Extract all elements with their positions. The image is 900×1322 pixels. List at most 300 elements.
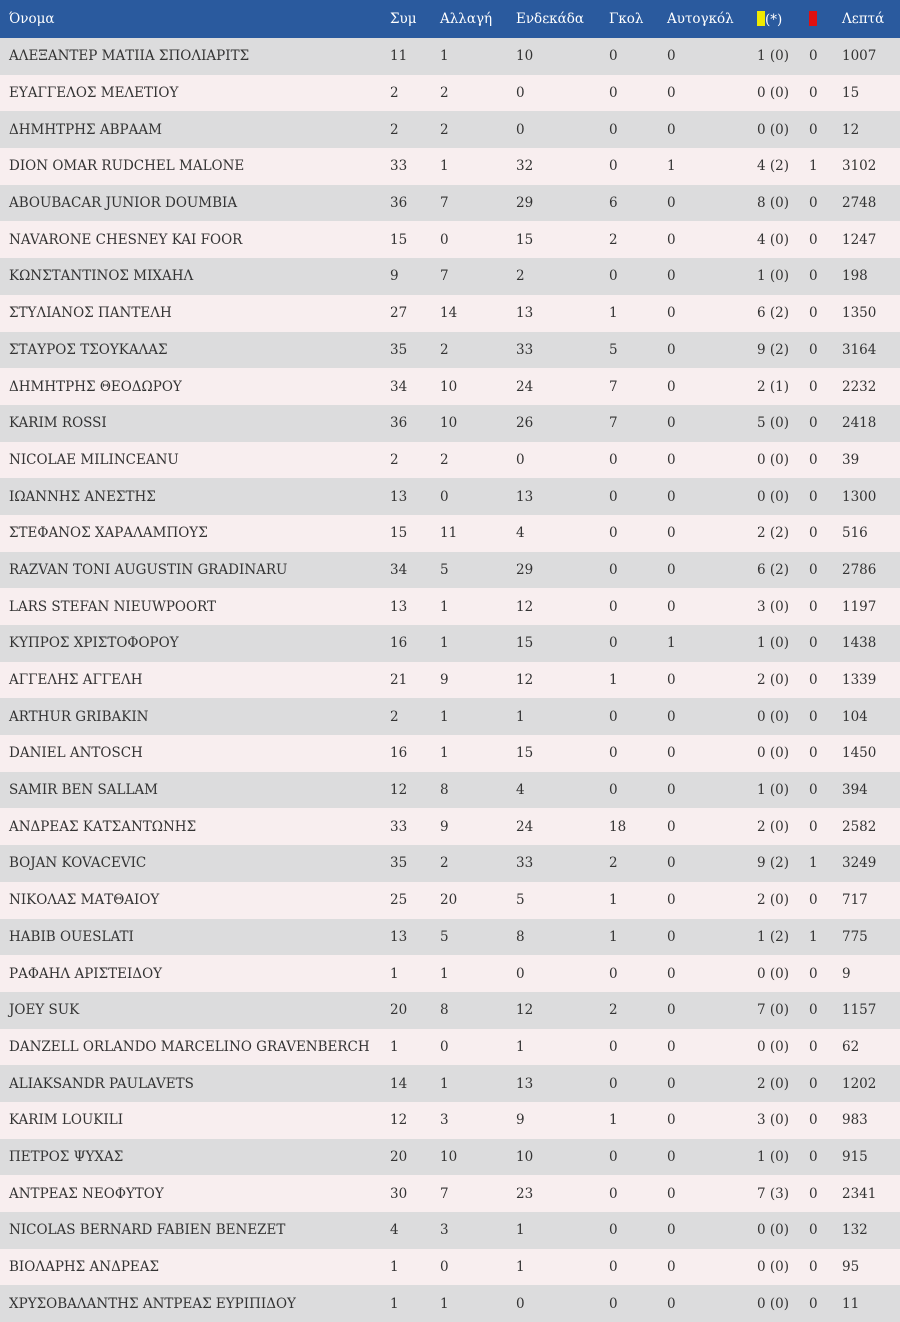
substitutions-cell: 2 <box>440 341 449 358</box>
own-goals-cell: 0 <box>667 1259 676 1276</box>
player-name-cell[interactable]: ΠΕΤΡΟΣ ΨΥΧΑΣ <box>9 1148 124 1165</box>
minutes-cell: 12 <box>842 121 860 138</box>
starts-cell: 24 <box>516 378 534 395</box>
player-name-cell[interactable]: KARIM ROSSI <box>9 415 107 432</box>
header-red-cards[interactable] <box>809 0 842 38</box>
substitutions-cell: 0 <box>440 1038 449 1055</box>
header-name[interactable]: Όνομα <box>9 11 55 27</box>
player-name-cell[interactable]: ΔΗΜΗΤΡΗΣ ΘΕΟΔΩΡΟΥ <box>9 378 182 395</box>
own-goals-cell: 0 <box>667 561 676 578</box>
appearances-cell: 25 <box>390 892 408 909</box>
minutes-cell: 2748 <box>842 195 877 212</box>
own-goals-cell: 0 <box>667 855 676 872</box>
appearances-cell: 4 <box>390 1222 399 1239</box>
minutes-cell: 1300 <box>842 488 877 505</box>
substitutions-cell: 20 <box>440 892 458 909</box>
appearances-cell: 12 <box>390 1112 408 1129</box>
player-name-cell[interactable]: ABOUBACAR JUNIOR DOUMBIA <box>9 195 238 212</box>
table-row <box>0 808 900 845</box>
red-cards-cell: 0 <box>809 488 818 505</box>
player-name-cell[interactable]: HABIB OUESLATI <box>9 928 134 945</box>
substitutions-cell: 3 <box>440 1222 449 1239</box>
player-name-cell[interactable]: BOJAN KOVACEVIC <box>9 855 147 872</box>
appearances-cell: 13 <box>390 598 408 615</box>
goals-cell: 1 <box>609 672 618 689</box>
player-name-cell[interactable]: ΑΓΓΕΛΗΣ ΑΓΓΕΛΗ <box>9 672 143 689</box>
table-row <box>0 368 900 405</box>
substitutions-cell: 9 <box>440 672 449 689</box>
starts-cell: 24 <box>516 818 534 835</box>
substitutions-cell: 8 <box>440 1002 449 1019</box>
red-cards-cell: 0 <box>809 818 818 835</box>
appearances-cell: 9 <box>390 268 399 285</box>
starts-cell: 13 <box>516 1075 534 1092</box>
red-cards-cell: 0 <box>809 1038 818 1055</box>
appearances-cell: 13 <box>390 488 408 505</box>
table-row <box>0 1175 900 1212</box>
starts-cell: 0 <box>516 1295 525 1312</box>
header-own-goals[interactable]: Αυτογκόλ <box>667 11 734 27</box>
own-goals-cell: 0 <box>667 341 676 358</box>
player-name-cell[interactable]: ΒΙΟΛΑΡΗΣ ΑΝΔΡΕΑΣ <box>9 1259 160 1276</box>
own-goals-cell: 0 <box>667 598 676 615</box>
minutes-cell: 1450 <box>842 745 877 762</box>
header-goals[interactable]: Γκολ <box>609 11 644 27</box>
own-goals-cell: 0 <box>667 928 676 945</box>
table-row <box>0 1102 900 1139</box>
starts-cell: 0 <box>516 121 525 138</box>
substitutions-cell: 7 <box>440 268 449 285</box>
goals-cell: 1 <box>609 928 618 945</box>
red-cards-cell: 0 <box>809 1295 818 1312</box>
substitutions-cell: 1 <box>440 158 449 175</box>
starts-cell: 33 <box>516 855 534 872</box>
substitutions-cell: 2 <box>440 121 449 138</box>
appearances-cell: 20 <box>390 1002 408 1019</box>
substitutions-cell: 10 <box>440 378 458 395</box>
header-apps[interactable]: Συμ <box>390 11 417 27</box>
player-name-cell[interactable]: SAMIR BEN SALLAM <box>9 782 158 799</box>
red-cards-cell: 0 <box>809 1002 818 1019</box>
appearances-cell: 36 <box>390 195 408 212</box>
substitutions-cell: 1 <box>440 635 449 652</box>
starts-cell: 1 <box>516 1259 525 1276</box>
player-name-cell[interactable]: ΣΤΕΦΑΝΟΣ ΧΑΡΑΛΑΜΠΟΥΣ <box>9 525 208 542</box>
player-name-cell[interactable]: ALIAKSANDR PAULAVETS <box>9 1075 194 1092</box>
player-name-cell[interactable]: ΧΡΥΣΟΒΑΛΑΝΤΗΣ ΑΝΤΡΕΑΣ ΕΥΡΙΠΙΔΟΥ <box>9 1295 296 1312</box>
appearances-cell: 2 <box>390 121 399 138</box>
goals-cell: 18 <box>609 818 627 835</box>
appearances-cell: 15 <box>390 231 408 248</box>
red-cards-cell: 0 <box>809 85 818 102</box>
table-row <box>0 662 900 699</box>
yellow-cards-cell: 6 (2) <box>757 561 790 578</box>
own-goals-cell: 0 <box>667 451 676 468</box>
goals-cell: 0 <box>609 488 618 505</box>
starts-cell: 33 <box>516 341 534 358</box>
yellow-cards-cell: 7 (0) <box>757 1002 790 1019</box>
appearances-cell: 35 <box>390 855 408 872</box>
player-name-cell[interactable]: ΙΩΑΝΝΗΣ ΑΝΕΣΤΗΣ <box>9 488 156 505</box>
starts-cell: 15 <box>516 635 534 652</box>
goals-cell: 0 <box>609 708 618 725</box>
yellow-cards-cell: 0 (0) <box>757 121 790 138</box>
substitutions-cell: 1 <box>440 48 449 65</box>
appearances-cell: 35 <box>390 341 408 358</box>
substitutions-cell: 0 <box>440 231 449 248</box>
goals-cell: 0 <box>609 451 618 468</box>
red-cards-cell: 0 <box>809 525 818 542</box>
own-goals-cell: 0 <box>667 1295 676 1312</box>
red-cards-cell: 0 <box>809 341 818 358</box>
minutes-cell: 95 <box>842 1259 860 1276</box>
minutes-cell: 132 <box>842 1222 868 1239</box>
substitutions-cell: 1 <box>440 1295 449 1312</box>
player-name-cell[interactable]: ΕΥΑΓΓΕΛΟΣ ΜΕΛΕΤΙΟΥ <box>9 85 179 102</box>
table-row <box>0 1285 900 1322</box>
starts-cell: 1 <box>516 708 525 725</box>
appearances-cell: 20 <box>390 1148 408 1165</box>
own-goals-cell: 0 <box>667 1148 676 1165</box>
substitutions-cell: 2 <box>440 451 449 468</box>
player-name-cell[interactable]: NICOLAE MILINCEANU <box>9 451 179 468</box>
table-row <box>0 295 900 332</box>
own-goals-cell: 0 <box>667 305 676 322</box>
red-cards-cell: 0 <box>809 892 818 909</box>
own-goals-cell: 0 <box>667 1038 676 1055</box>
goals-cell: 0 <box>609 1259 618 1276</box>
minutes-cell: 2232 <box>842 378 877 395</box>
own-goals-cell: 0 <box>667 1222 676 1239</box>
player-name-cell[interactable]: ΡΑΦΑΗΛ ΑΡΙΣΤΕΙΔΟΥ <box>9 965 163 982</box>
minutes-cell: 1007 <box>842 48 877 65</box>
goals-cell: 0 <box>609 121 618 138</box>
minutes-cell: 1438 <box>842 635 877 652</box>
appearances-cell: 15 <box>390 525 408 542</box>
starts-cell: 0 <box>516 451 525 468</box>
yellow-cards-cell: 0 (0) <box>757 488 790 505</box>
red-cards-cell: 1 <box>809 158 818 175</box>
goals-cell: 6 <box>609 195 618 212</box>
player-name-cell[interactable]: DION OMAR RUDCHEL MALONE <box>9 158 245 175</box>
goals-cell: 0 <box>609 1185 618 1202</box>
player-name-cell[interactable]: ΚΥΠΡΟΣ ΧΡΙΣΤΟΦΟΡΟΥ <box>9 635 179 652</box>
player-name-cell[interactable]: ΑΛΕΞΑΝΤΕΡ ΜΑΤΙΙΑ ΣΠΟΛΙΑΡΙΤΣ <box>9 48 250 65</box>
starts-cell: 32 <box>516 158 534 175</box>
yellow-cards-cell: 2 (0) <box>757 818 790 835</box>
red-cards-cell: 0 <box>809 782 818 799</box>
appearances-cell: 1 <box>390 1259 399 1276</box>
starts-cell: 10 <box>516 1148 534 1165</box>
own-goals-cell: 0 <box>667 525 676 542</box>
goals-cell: 1 <box>609 1112 618 1129</box>
substitutions-cell: 14 <box>440 305 458 322</box>
own-goals-cell: 0 <box>667 1002 676 1019</box>
table-row <box>0 955 900 992</box>
yellow-cards-cell: 1 (2) <box>757 928 790 945</box>
starts-cell: 26 <box>516 415 534 432</box>
minutes-cell: 983 <box>842 1112 868 1129</box>
own-goals-cell: 0 <box>667 1075 676 1092</box>
table-row <box>0 75 900 112</box>
header-minutes[interactable]: Λεπτά <box>842 11 885 27</box>
substitutions-cell: 3 <box>440 1112 449 1129</box>
goals-cell: 0 <box>609 1295 618 1312</box>
appearances-cell: 16 <box>390 635 408 652</box>
substitutions-cell: 1 <box>440 745 449 762</box>
red-cards-cell: 0 <box>809 635 818 652</box>
starts-cell: 15 <box>516 745 534 762</box>
yellow-cards-cell: 7 (3) <box>757 1185 790 1202</box>
own-goals-cell: 0 <box>667 268 676 285</box>
red-card-icon <box>809 11 817 26</box>
yellow-cards-cell: 2 (0) <box>757 672 790 689</box>
own-goals-cell: 0 <box>667 708 676 725</box>
substitutions-cell: 0 <box>440 488 449 505</box>
yellow-cards-cell: 0 (0) <box>757 745 790 762</box>
appearances-cell: 11 <box>390 48 408 65</box>
table-row <box>0 919 900 956</box>
yellow-cards-cell: 1 (0) <box>757 268 790 285</box>
minutes-cell: 1157 <box>842 1002 877 1019</box>
goals-cell: 5 <box>609 341 618 358</box>
yellow-cards-cell: 3 (0) <box>757 1112 790 1129</box>
table-row <box>0 735 900 772</box>
red-cards-cell: 0 <box>809 708 818 725</box>
own-goals-cell: 0 <box>667 415 676 432</box>
goals-cell: 0 <box>609 1148 618 1165</box>
player-name-cell[interactable]: ΑΝΤΡΕΑΣ ΝΕΟΦΥΤΟΥ <box>9 1185 164 1202</box>
appearances-cell: 30 <box>390 1185 408 1202</box>
goals-cell: 0 <box>609 1075 618 1092</box>
goals-cell: 0 <box>609 782 618 799</box>
substitutions-cell: 1 <box>440 598 449 615</box>
minutes-cell: 915 <box>842 1148 868 1165</box>
goals-cell: 1 <box>609 892 618 909</box>
table-row <box>0 1139 900 1176</box>
appearances-cell: 36 <box>390 415 408 432</box>
starts-cell: 29 <box>516 561 534 578</box>
table-row <box>0 38 900 75</box>
minutes-cell: 1350 <box>842 305 877 322</box>
goals-cell: 0 <box>609 85 618 102</box>
appearances-cell: 34 <box>390 561 408 578</box>
substitutions-cell: 1 <box>440 708 449 725</box>
minutes-cell: 2418 <box>842 415 877 432</box>
minutes-cell: 9 <box>842 965 851 982</box>
yellow-cards-cell: 0 (0) <box>757 1038 790 1055</box>
minutes-cell: 104 <box>842 708 868 725</box>
own-goals-cell: 0 <box>667 745 676 762</box>
own-goals-cell: 0 <box>667 231 676 248</box>
own-goals-cell: 0 <box>667 121 676 138</box>
yellow-cards-cell: 2 (0) <box>757 892 790 909</box>
table-row <box>0 442 900 479</box>
table-row <box>0 1249 900 1286</box>
table-row <box>0 332 900 369</box>
red-cards-cell: 0 <box>809 1148 818 1165</box>
table-row <box>0 111 900 148</box>
header-starts[interactable]: Ενδεκάδα <box>516 11 584 27</box>
appearances-cell: 13 <box>390 928 408 945</box>
table-row <box>0 698 900 735</box>
minutes-cell: 3249 <box>842 855 877 872</box>
player-name-cell[interactable]: ΝΙΚΟΛΑΣ ΜΑΤΘΑΙΟΥ <box>9 892 160 909</box>
appearances-cell: 2 <box>390 451 399 468</box>
minutes-cell: 3102 <box>842 158 877 175</box>
goals-cell: 0 <box>609 1038 618 1055</box>
substitutions-cell: 2 <box>440 855 449 872</box>
starts-cell: 1 <box>516 1222 525 1239</box>
minutes-cell: 198 <box>842 268 868 285</box>
substitutions-cell: 11 <box>440 525 458 542</box>
starts-cell: 0 <box>516 965 525 982</box>
own-goals-cell: 0 <box>667 378 676 395</box>
red-cards-cell: 1 <box>809 855 818 872</box>
table-row <box>0 1029 900 1066</box>
yellow-cards-cell: 1 (0) <box>757 48 790 65</box>
yellow-cards-cell: 0 (0) <box>757 1259 790 1276</box>
player-name-cell[interactable]: NICOLAS BERNARD FABIEN BENEZET <box>9 1222 286 1239</box>
starts-cell: 2 <box>516 268 525 285</box>
substitutions-cell: 8 <box>440 782 449 799</box>
yellow-cards-cell: 1 (0) <box>757 782 790 799</box>
starts-cell: 29 <box>516 195 534 212</box>
red-cards-cell: 0 <box>809 1112 818 1129</box>
red-cards-cell: 0 <box>809 268 818 285</box>
player-name-cell[interactable]: JOEY SUK <box>9 1002 80 1019</box>
player-name-cell[interactable]: ΔΗΜΗΤΡΗΣ ΑΒΡΑΑΜ <box>9 121 162 138</box>
starts-cell: 0 <box>516 85 525 102</box>
header-subs[interactable]: Αλλαγή <box>440 11 493 27</box>
minutes-cell: 1247 <box>842 231 877 248</box>
yellow-cards-cell: 9 (2) <box>757 855 790 872</box>
minutes-cell: 394 <box>842 782 868 799</box>
player-name-cell[interactable]: ΣΤΑΥΡΟΣ ΤΣΟΥΚΑΛΑΣ <box>9 341 168 358</box>
table-row <box>0 882 900 919</box>
player-name-cell[interactable]: NAVARONE CHESNEY KAI FOOR <box>9 231 243 248</box>
red-cards-cell: 0 <box>809 1259 818 1276</box>
red-cards-cell: 0 <box>809 965 818 982</box>
yellow-cards-cell: 3 (0) <box>757 598 790 615</box>
yellow-cards-cell: 0 (0) <box>757 1222 790 1239</box>
table-row <box>0 625 900 662</box>
yellow-cards-cell: 6 (2) <box>757 305 790 322</box>
substitutions-cell: 0 <box>440 1259 449 1276</box>
yellow-cards-cell: 4 (0) <box>757 231 790 248</box>
minutes-cell: 2786 <box>842 561 877 578</box>
table-row <box>0 258 900 295</box>
player-name-cell[interactable]: LARS STEFAN NIEUWPOORT <box>9 598 216 615</box>
table-row <box>0 1065 900 1102</box>
header-yellow-suffix: (*) <box>765 11 783 28</box>
substitutions-cell: 9 <box>440 818 449 835</box>
appearances-cell: 33 <box>390 158 408 175</box>
starts-cell: 12 <box>516 672 534 689</box>
red-cards-cell: 0 <box>809 121 818 138</box>
player-name-cell[interactable]: DANZELL ORLANDO MARCELINO GRAVENBERCH <box>9 1038 370 1055</box>
red-cards-cell: 1 <box>809 928 818 945</box>
starts-cell: 4 <box>516 782 525 799</box>
red-cards-cell: 0 <box>809 1185 818 1202</box>
goals-cell: 7 <box>609 415 618 432</box>
yellow-cards-cell: 5 (0) <box>757 415 790 432</box>
minutes-cell: 1202 <box>842 1075 877 1092</box>
red-cards-cell: 0 <box>809 378 818 395</box>
player-name-cell[interactable]: ARTHUR GRIBAKIN <box>9 708 149 725</box>
player-name-cell[interactable]: ΑΝΔΡΕΑΣ ΚΑΤΣΑΝΤΩΝΗΣ <box>9 818 197 835</box>
starts-cell: 13 <box>516 305 534 322</box>
table-body <box>0 38 900 1322</box>
substitutions-cell: 2 <box>440 85 449 102</box>
red-cards-cell: 0 <box>809 231 818 248</box>
goals-cell: 0 <box>609 268 618 285</box>
player-name-cell[interactable]: ΣΤΥΛΙΑΝΟΣ ΠΑΝΤΕΛΗ <box>9 305 172 322</box>
goals-cell: 1 <box>609 305 618 322</box>
minutes-cell: 2582 <box>842 818 877 835</box>
minutes-cell: 3164 <box>842 341 877 358</box>
starts-cell: 12 <box>516 598 534 615</box>
starts-cell: 10 <box>516 48 534 65</box>
appearances-cell: 16 <box>390 745 408 762</box>
own-goals-cell: 0 <box>667 672 676 689</box>
own-goals-cell: 0 <box>667 195 676 212</box>
table-row <box>0 552 900 589</box>
appearances-cell: 34 <box>390 378 408 395</box>
starts-cell: 15 <box>516 231 534 248</box>
appearances-cell: 1 <box>390 1295 399 1312</box>
header-yellow-cards[interactable] <box>757 0 809 38</box>
table-row <box>0 992 900 1029</box>
appearances-cell: 33 <box>390 818 408 835</box>
player-name-cell[interactable]: DANIEL ANTOSCH <box>9 745 143 762</box>
starts-cell: 23 <box>516 1185 534 1202</box>
substitutions-cell: 10 <box>440 415 458 432</box>
player-name-cell[interactable]: RAZVAN TONI AUGUSTIN GRADINARU <box>9 561 288 578</box>
goals-cell: 0 <box>609 965 618 982</box>
own-goals-cell: 1 <box>667 158 676 175</box>
yellow-card-icon <box>757 11 765 26</box>
goals-cell: 2 <box>609 1002 618 1019</box>
table-row <box>0 221 900 258</box>
substitutions-cell: 7 <box>440 195 449 212</box>
yellow-cards-cell: 2 (2) <box>757 525 790 542</box>
starts-cell: 5 <box>516 892 525 909</box>
appearances-cell: 1 <box>390 965 399 982</box>
goals-cell: 0 <box>609 525 618 542</box>
table-row <box>0 588 900 625</box>
yellow-cards-cell: 9 (2) <box>757 341 790 358</box>
player-name-cell[interactable]: ΚΩΝΣΤΑΝΤΙΝΟΣ ΜΙΧΑΗΛ <box>9 268 194 285</box>
starts-cell: 4 <box>516 525 525 542</box>
table-row <box>0 405 900 442</box>
goals-cell: 7 <box>609 378 618 395</box>
red-cards-cell: 0 <box>809 745 818 762</box>
yellow-cards-cell: 4 (2) <box>757 158 790 175</box>
appearances-cell: 2 <box>390 708 399 725</box>
goals-cell: 2 <box>609 855 618 872</box>
yellow-cards-cell: 0 (0) <box>757 85 790 102</box>
table-row <box>0 772 900 809</box>
appearances-cell: 14 <box>390 1075 408 1092</box>
substitutions-cell: 7 <box>440 1185 449 1202</box>
table-header-row <box>0 0 900 38</box>
red-cards-cell: 0 <box>809 451 818 468</box>
minutes-cell: 39 <box>842 451 860 468</box>
starts-cell: 13 <box>516 488 534 505</box>
own-goals-cell: 0 <box>667 782 676 799</box>
player-name-cell[interactable]: KARIM LOUKILI <box>9 1112 124 1129</box>
